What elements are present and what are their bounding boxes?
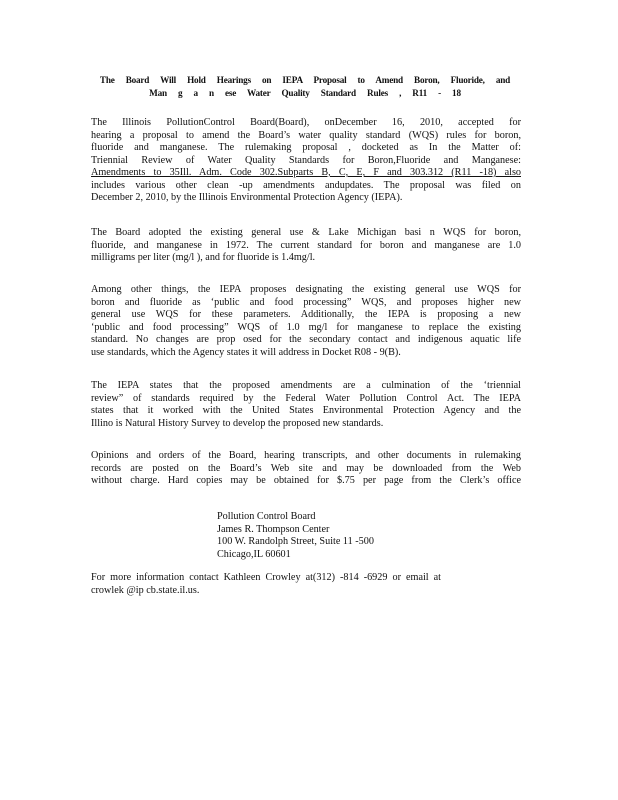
paragraph-documents-availability bbox=[91, 450, 521, 488]
address-line-1: Pollution Control Board bbox=[217, 511, 316, 522]
text-line: Triennial Review of Water Quality Standards for Boron,Fluoride and Manganese: bbox=[91, 154, 521, 166]
text-line: review” of standards required by the Federal Water Pollution Control Act. The IEPA bbox=[91, 392, 521, 404]
paragraph-iepa-proposal bbox=[91, 284, 521, 359]
address-line-3: 100 W. Randolph Street, Suite 11 -500 bbox=[217, 536, 374, 547]
address-line-2: James R. Thompson Center bbox=[217, 523, 330, 535]
text-line: For more information contact Kathleen Crowley at(312) -814 -6929 or email at bbox=[91, 572, 441, 583]
paragraph-existing-standards bbox=[91, 227, 521, 265]
text-line: The Board adopted the existing general use & Lake Michigan basi n WQS for boron, bbox=[91, 227, 521, 238]
text-line: without charge. Hard copies may be obtained for $.75 per page from the Clerk’s office bbox=[91, 475, 521, 486]
text-line: December 2, 2010, by the Illinois Environmental Protection Agency (IEPA). bbox=[91, 192, 403, 203]
paragraph-contact bbox=[91, 572, 441, 597]
docket-title-line: Amendments to 35Ill. Adm. Code 302.Subparts B, C, E, F and 303.312 (R11 -18) also bbox=[91, 167, 521, 178]
text-line: standard. No changes are prop osed for the secondary contact and indigenous aquatic life bbox=[91, 334, 521, 345]
text-line: general use WQS for these parameters. Additionally, the IEPA is proposing a new bbox=[91, 309, 521, 320]
text-line: fluoride, and manganese in 1972. The current standard for boron and manganese are 1.0 bbox=[91, 239, 521, 251]
contact-email[interactable]: crowlek @ip cb.state.il.us. bbox=[91, 584, 200, 596]
text-line: boron and fluoride as ‘public and food processing” WQS, and proposes higher new bbox=[91, 296, 521, 308]
document-title bbox=[90, 74, 520, 100]
text-line: milligrams per liter (mg/l ), and for fluoride is 1.4mg/l. bbox=[91, 252, 316, 263]
text-line: Among other things, the IEPA proposes designating the existing general use WQS for bbox=[91, 284, 521, 295]
paragraph-triennial-review bbox=[91, 380, 521, 430]
text-line: use standards, which the Agency states it will address in Docket R08 - 9(B). bbox=[91, 346, 401, 358]
title-line-1: The Board Will Hold Hearings on IEPA Proposal to Amend Boron, Fluoride, and bbox=[99, 75, 511, 85]
text-line: fluoride and manganese. The rulemaking proposal , docketed as In the Matter of: bbox=[91, 142, 521, 153]
title-line-2: Man g a n ese Water Quality Standard Rules , R11 - 18 bbox=[149, 88, 461, 98]
text-line: includes various other clean -up amendments andupdates. The proposal was filed on bbox=[91, 179, 521, 191]
mailing-address bbox=[217, 511, 437, 561]
paragraph-hearing-announcement bbox=[91, 117, 521, 205]
text-line: records are posted on the Board’s Web site and may be downloaded from the Web bbox=[91, 462, 521, 474]
text-line: hearing a proposal to amend the Board’s water quality standard (WQS) rules for boron, bbox=[91, 129, 521, 141]
text-line: Opinions and orders of the Board, hearing transcripts, and other documents in rulemaking bbox=[91, 450, 521, 461]
text-line: The Illinois PollutionControl Board(Board), onDecember 16, 2010, accepted for bbox=[91, 117, 521, 128]
text-line: states that it worked with the United States Environmental Protection Agency and the bbox=[91, 405, 521, 416]
address-line-4: Chicago,IL 60601 bbox=[217, 548, 291, 560]
text-line: ‘public and food processing” WQS of 1.0 mg/l for manganese to replace the existing bbox=[91, 321, 521, 333]
text-line: Illino is Natural History Survey to develop the proposed new standards. bbox=[91, 417, 384, 429]
text-line: The IEPA states that the proposed amendments are a culmination of the ‘triennial bbox=[91, 380, 521, 391]
